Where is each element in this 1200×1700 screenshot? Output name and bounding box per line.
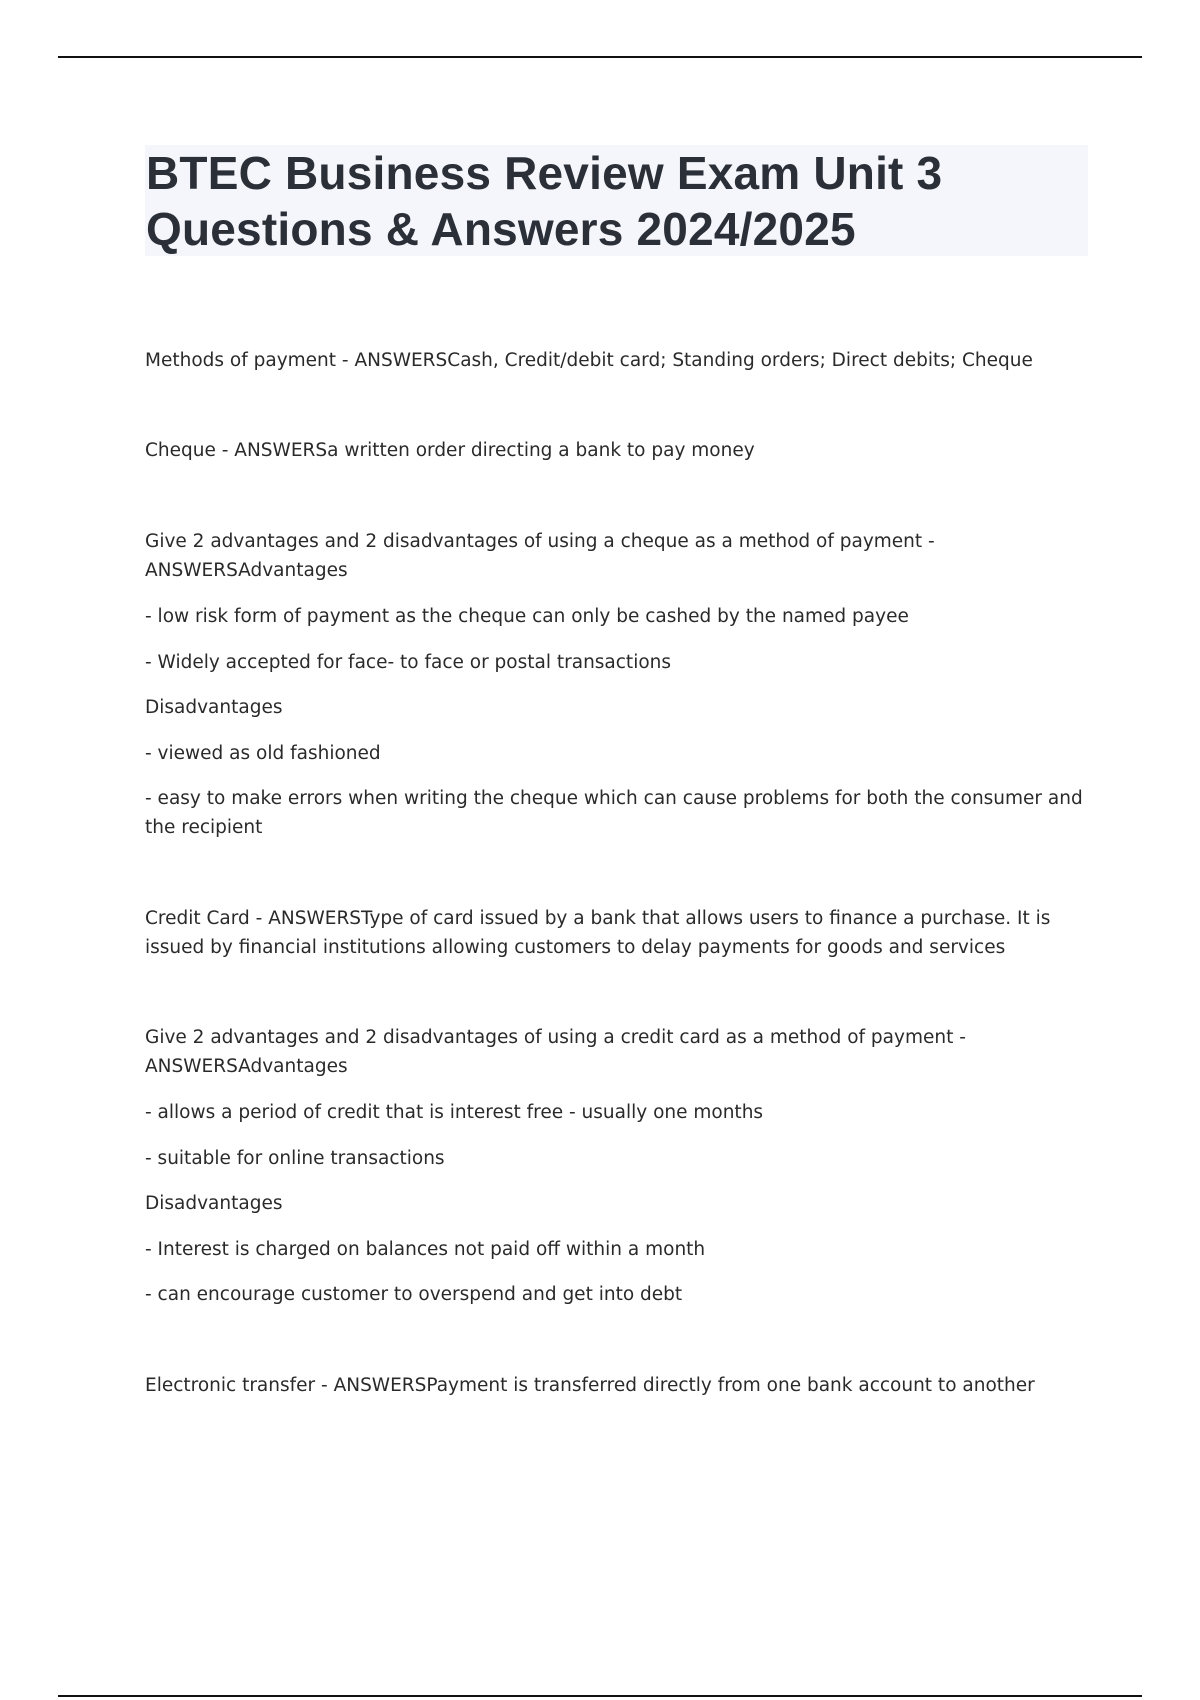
entry-credit-card-question: Give 2 advantages and 2 disadvantages of using a credit card as a method of payment - ANSWERSAdvantages	[145, 1027, 966, 1077]
list-item: - low risk form of payment as the cheque can only be cashed by the named payee	[145, 606, 909, 627]
list-item: - Interest is charged on balances not paid off within a month	[145, 1239, 706, 1260]
subheading-disadvantages: Disadvantages	[145, 1193, 283, 1214]
title-block	[145, 145, 1088, 256]
list-item: - can encourage customer to overspend and get into debt	[145, 1284, 683, 1305]
title-line-2: Questions & Answers 2024/2025	[146, 203, 856, 255]
document-title	[146, 145, 1088, 257]
entry-cheque-question: Give 2 advantages and 2 disadvantages of using a cheque as a method of payment - ANSWERSAdvantages	[145, 531, 935, 581]
list-item: - Widely accepted for face- to face or postal transactions	[145, 652, 672, 673]
subheading-disadvantages: Disadvantages	[145, 697, 283, 718]
entry-cheque: Cheque - ANSWERSa written order directing a bank to pay money	[145, 440, 755, 461]
title-line-1: BTEC Business Review Exam Unit 3	[146, 147, 943, 199]
list-item: - allows a period of credit that is interest free - usually one months	[145, 1102, 764, 1123]
list-item: - suitable for online transactions	[145, 1148, 445, 1169]
entry-methods-of-payment: Methods of payment - ANSWERSCash, Credit/debit card; Standing orders; Direct debits; Cheque	[145, 350, 1033, 371]
list-item: - viewed as old fashioned	[145, 743, 381, 764]
entry-electronic-transfer: Electronic transfer - ANSWERSPayment is transferred directly from one bank account to another	[145, 1375, 1035, 1396]
bottom-rule	[58, 1695, 1142, 1697]
top-rule	[58, 56, 1142, 58]
list-item: - easy to make errors when writing the cheque which can cause problems for both the consumer and the recipient	[145, 788, 1083, 838]
entry-credit-card: Credit Card - ANSWERSType of card issued by a bank that allows users to finance a purchase. It is issued by financial institutions allowing customers to delay payments for goods and services	[145, 908, 1051, 958]
